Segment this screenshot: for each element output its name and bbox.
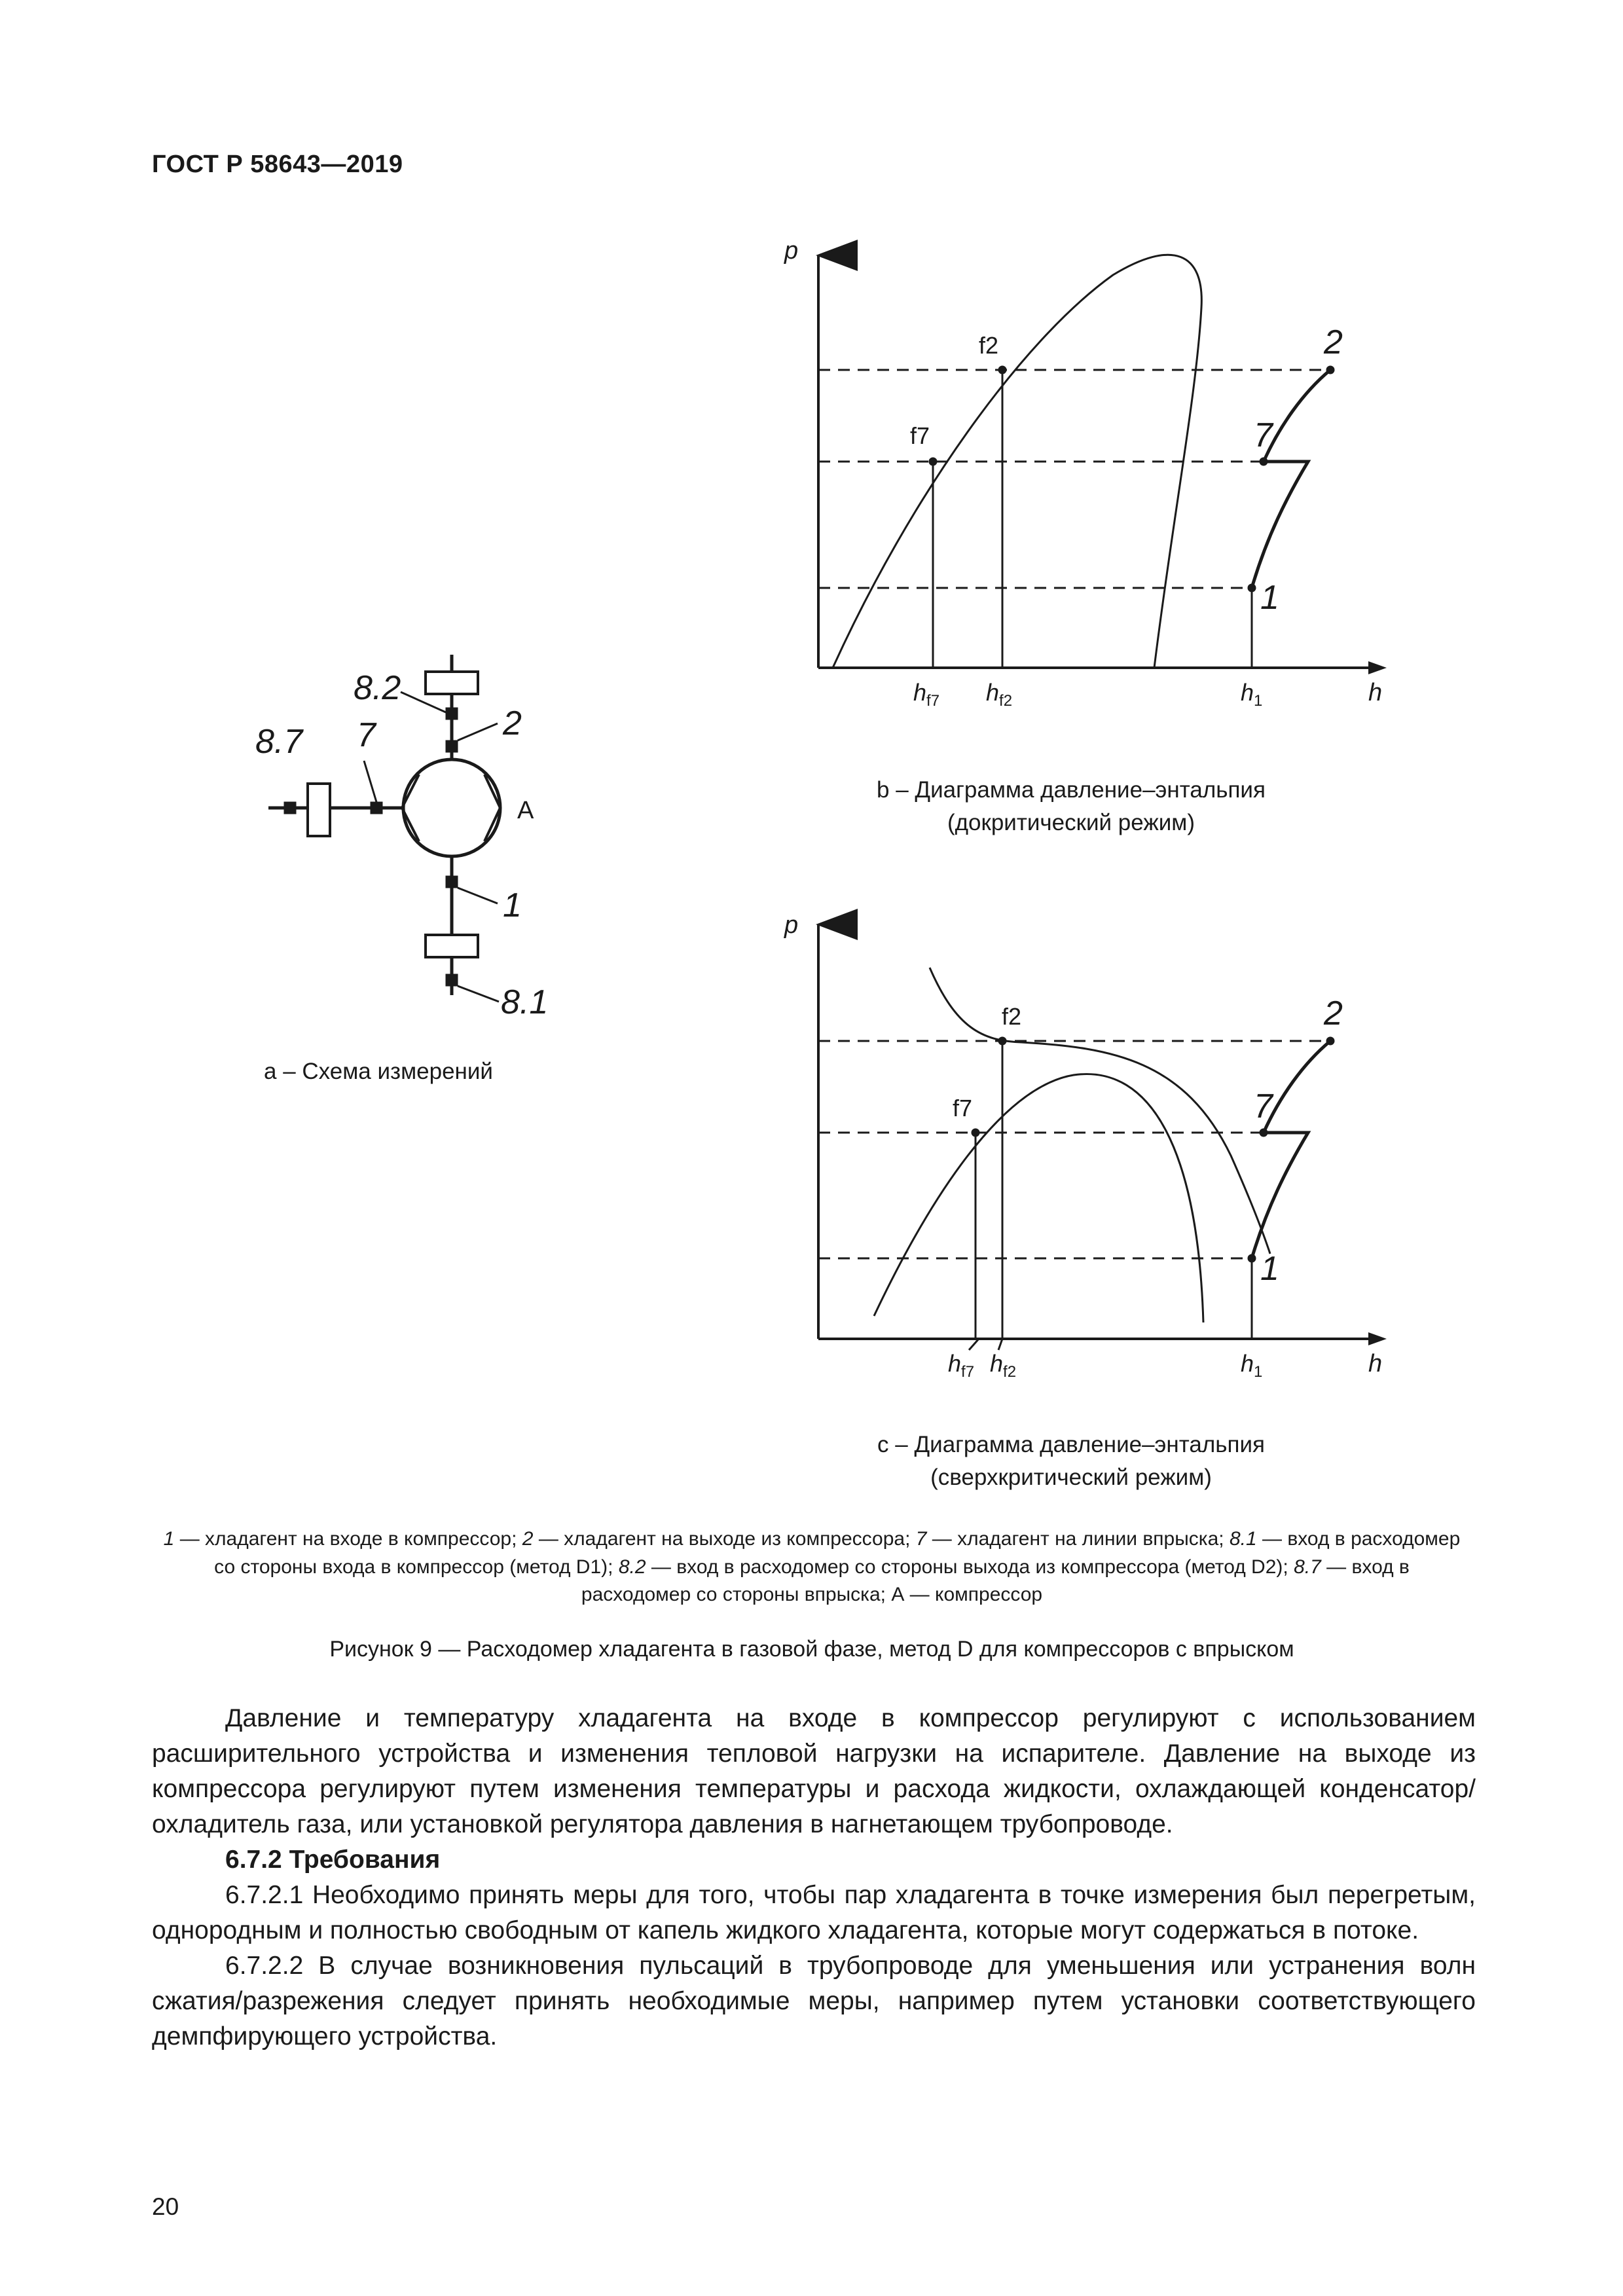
b-point-1	[1248, 584, 1256, 592]
body-text	[152, 1701, 1476, 2054]
b-label-7: 7	[1254, 416, 1273, 454]
c-point-f2	[998, 1037, 1006, 1045]
diagram-c	[818, 924, 1387, 1350]
paragraph-3: 6.7.2.2 В случае возникновения пульсаций в трубопроводе для уменьшения или устранения волн сжатия/разрежения следует принять необходимые меры, например путем установки соответствующего демпфирующего устройства.	[152, 1952, 1476, 2050]
point-8-2-marker	[446, 708, 458, 720]
b-label-2: 2	[1324, 323, 1343, 361]
leader-7	[364, 761, 376, 802]
figure-title: Рисунок 9 — Расходомер хладагента в газовой фазе, метод D для компрессоров с впрыском	[329, 1637, 1294, 1662]
c-point-f7	[972, 1129, 979, 1137]
c-supercritical-isotherm	[930, 968, 1270, 1254]
c-x-label: h	[1368, 1350, 1383, 1377]
flowmeter-bottom	[426, 935, 478, 957]
section-heading: 6.7.2 Требования	[225, 1846, 441, 1874]
c-point-7	[1260, 1129, 1267, 1137]
c-tick-hf7: $h_{f7}$	[948, 1350, 975, 1381]
c-label-2: 2	[1324, 994, 1343, 1032]
b-x-label: h	[1368, 679, 1383, 706]
point-8-7-marker	[284, 802, 296, 814]
b-tick-hf2: $h_{f2}$	[986, 679, 1013, 710]
c-compression-path	[1252, 1041, 1330, 1258]
flowmeter-top	[426, 672, 478, 694]
c-label-f2: f2	[1002, 1003, 1022, 1030]
b-label-1: 1	[1260, 579, 1279, 617]
diagram-b	[818, 255, 1387, 674]
page-number: 20	[152, 2193, 179, 2220]
figure-legend: 1 — хладагент на входе в компрессор; 2 — хладагент на выходе из компрессора; 7 — хладагент на линии впрыска; 8.1 — вход в расходомер со стороны входа в компрессор (метод D1); 8.2 — вход в расходомер со стороны выхода из компрессора (метод D2); 8.7 — вход в расходомер со стороны впрыска; А — компрессор	[163, 1528, 1461, 1606]
caption-c-line2: (сверхкритический режим)	[930, 1465, 1212, 1490]
paragraph-2: 6.7.2.1 Необходимо принять меры для того, чтобы пар хладагента в точке измерения был перегретым, однородным и полностью свободным от капель жидкого хладагента, которые могут содержаться в потоке.	[152, 1881, 1476, 1944]
caption-b-line2: (докритический режим)	[947, 810, 1195, 835]
point-2-marker	[446, 740, 458, 752]
c-label-1: 1	[1260, 1250, 1279, 1288]
b-y-label: p	[784, 237, 799, 264]
label-compressor: A	[517, 797, 534, 824]
caption-c-line1: c – Диаграмма давление–энтальпия	[877, 1432, 1265, 1457]
leader-1	[458, 888, 498, 903]
label-8-1: 8.1	[501, 983, 549, 1021]
label-8-2: 8.2	[354, 669, 401, 707]
c-point-2	[1326, 1037, 1334, 1045]
b-compression-path	[1252, 370, 1330, 588]
c-tick-hf2: $h_{f2}$	[990, 1350, 1017, 1381]
c-label-7: 7	[1254, 1087, 1273, 1125]
label-7: 7	[357, 716, 376, 754]
c-point-1	[1248, 1254, 1256, 1262]
c-label-f7: f7	[953, 1095, 973, 1121]
c-y-label: p	[784, 911, 799, 939]
b-tick-h1: $h_1$	[1241, 679, 1263, 710]
c-tick-h1: $h_1$	[1241, 1350, 1263, 1381]
leader-8-1	[458, 986, 499, 1002]
leader-2	[458, 723, 498, 740]
b-point-f2	[998, 366, 1006, 374]
point-7-marker	[371, 802, 382, 814]
label-8-7: 8.7	[255, 723, 303, 761]
point-1-marker	[446, 876, 458, 888]
b-tick-hf7: $h_{f7}$	[913, 679, 940, 710]
caption-a: a – Схема измерений	[264, 1059, 493, 1084]
flowmeter-left	[308, 784, 330, 836]
b-point-2	[1326, 366, 1334, 374]
b-label-f7: f7	[910, 422, 930, 449]
document-header: ГОСТ Р 58643—2019	[152, 151, 403, 178]
caption-b-line1: b – Диаграмма давление–энтальпия	[877, 777, 1266, 803]
point-8-1-marker	[446, 974, 458, 986]
b-label-f2: f2	[979, 332, 999, 359]
label-2: 2	[503, 704, 522, 742]
label-1: 1	[503, 886, 522, 924]
b-point-f7	[929, 458, 937, 465]
b-point-7	[1260, 458, 1267, 465]
c-saturation-dome	[874, 1074, 1203, 1322]
paragraph-1: Давление и температуру хладагента на входе в компрессор регулируют с использованием расширительного устройства и изменения тепловой нагрузки на испарителе. Давление на выходе из компрессора регулируют путем изменения температуры и расхода жидкости, охлаждающей конденсатор/охладитель газа, или установкой регулятора давления в нагнетающем трубопроводе.	[152, 1704, 1476, 1838]
